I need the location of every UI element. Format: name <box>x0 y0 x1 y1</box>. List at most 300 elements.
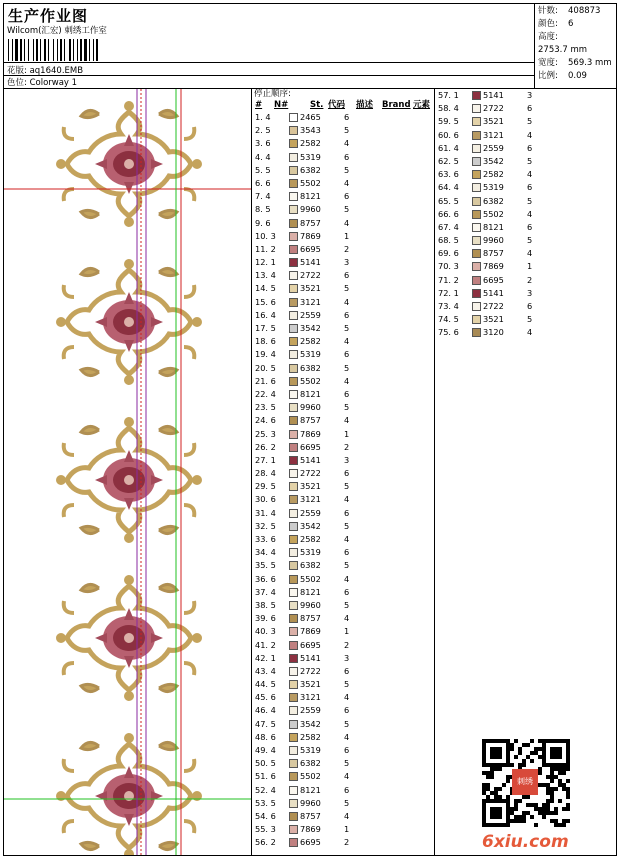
stop-sequence: 7. 4 <box>255 191 271 202</box>
color-swatch <box>289 284 298 293</box>
stop-sequence: 37. 4 <box>255 586 276 597</box>
color-swatch <box>289 311 298 320</box>
stop-sequence: 41. 2 <box>255 639 276 650</box>
thread-code: 9960 <box>300 797 321 808</box>
stop-row <box>252 665 434 678</box>
stop-sequence: 47. 5 <box>255 718 276 729</box>
color-swatch <box>289 561 298 570</box>
stop-sequence: 68. 5 <box>438 235 459 246</box>
color-swatch <box>472 315 481 324</box>
pattern-value: aq1640.EMB <box>29 66 84 76</box>
color-swatch <box>289 456 298 465</box>
stop-sequence: 13. 4 <box>255 270 276 281</box>
color-swatch <box>289 179 298 188</box>
element-count: 6 <box>344 665 350 676</box>
thread-code: 2465 <box>300 112 321 122</box>
stop-row <box>252 203 434 216</box>
thread-code: 6382 <box>300 362 321 373</box>
thread-code: 3521 <box>300 481 321 492</box>
thread-code: 6695 <box>300 837 321 848</box>
stop-row <box>252 243 434 256</box>
thread-code: 9960 <box>300 402 321 413</box>
thread-code: 3542 <box>300 323 321 333</box>
color-swatch <box>289 495 298 504</box>
thread-code: 6382 <box>300 560 321 571</box>
stop-sequence: 75. 6 <box>438 327 459 338</box>
element-count: 5 <box>527 116 533 127</box>
thread-code: 8121 <box>300 191 321 202</box>
stop-row <box>252 652 434 665</box>
color-swatch <box>289 245 298 254</box>
thread-code: 6382 <box>483 195 504 206</box>
stat-row <box>538 31 616 57</box>
header-panel <box>4 4 535 89</box>
page-title: 生产作业图 <box>8 7 89 25</box>
element-count: 1 <box>527 261 533 272</box>
stop-row <box>252 612 434 625</box>
element-count: 5 <box>527 155 533 166</box>
element-count: 4 <box>344 415 350 426</box>
element-count: 4 <box>344 692 350 703</box>
color-swatch <box>289 350 298 359</box>
thread-code: 3121 <box>300 494 321 505</box>
color-swatch <box>289 232 298 241</box>
color-swatch <box>289 641 298 650</box>
thread-code: 8121 <box>300 784 321 795</box>
stop-row <box>435 221 616 234</box>
element-count: 4 <box>344 810 350 821</box>
stop-row <box>435 326 616 339</box>
stop-row <box>252 151 434 164</box>
stop-sequence: 28. 4 <box>255 468 276 479</box>
element-count: 5 <box>344 718 350 729</box>
stat-row <box>538 70 616 83</box>
stop-sequence: 34. 4 <box>255 547 276 558</box>
stop-row <box>252 625 434 638</box>
color-swatch <box>289 430 298 439</box>
stop-sequence: 5. 5 <box>255 164 271 175</box>
element-count: 6 <box>344 388 350 399</box>
thread-code: 3542 <box>300 520 321 531</box>
color-swatch <box>289 786 298 795</box>
element-count: 5 <box>344 520 350 531</box>
stop-row <box>252 704 434 717</box>
thread-code: 3121 <box>300 692 321 703</box>
stop-row <box>252 296 434 309</box>
stop-sequence: 44. 5 <box>255 679 276 690</box>
thread-code: 5502 <box>300 375 321 386</box>
stop-row <box>252 718 434 731</box>
element-count: 6 <box>344 586 350 597</box>
color-swatch <box>289 403 298 412</box>
element-count: 3 <box>527 90 533 100</box>
stop-sequence: 50. 5 <box>255 758 276 769</box>
thread-code: 3521 <box>300 679 321 690</box>
stop-row <box>252 836 434 849</box>
stop-row <box>252 770 434 783</box>
stop-sequence: 65. 5 <box>438 195 459 206</box>
element-count: 6 <box>344 784 350 795</box>
element-count: 4 <box>344 771 350 782</box>
stop-row <box>252 533 434 546</box>
element-count: 6 <box>344 309 350 320</box>
stop-sequence: 19. 4 <box>255 349 276 360</box>
stop-sequence: 24. 6 <box>255 415 276 426</box>
thread-code: 6382 <box>300 164 321 175</box>
thread-code: 2582 <box>300 731 321 742</box>
stop-sequence: 31. 4 <box>255 507 276 518</box>
qr-stamp-logo: 刺绣 <box>512 769 538 795</box>
color-swatch <box>289 469 298 478</box>
color-swatch <box>289 166 298 175</box>
studio-subtitle: Wilcom(汇宏) 刺绣工作室 <box>7 26 107 36</box>
color-swatch <box>289 733 298 742</box>
color-swatch <box>289 825 298 834</box>
color-swatch <box>472 302 481 311</box>
color-swatch <box>289 126 298 135</box>
stop-sequence: 69. 6 <box>438 248 459 259</box>
element-count: 4 <box>344 573 350 584</box>
production-sheet <box>3 3 617 856</box>
element-count: 4 <box>344 534 350 544</box>
element-count: 4 <box>344 375 350 386</box>
stop-sequence: 3. 6 <box>255 138 271 149</box>
stop-sequence: 60. 6 <box>438 129 459 140</box>
element-count: 1 <box>344 824 350 835</box>
color-swatch <box>289 693 298 702</box>
stop-sequence: 6. 6 <box>255 177 271 188</box>
stop-row <box>435 247 616 260</box>
element-count: 6 <box>344 507 350 518</box>
col-n-header: N# <box>274 100 289 110</box>
pattern-label: 花版: <box>7 66 27 76</box>
col-num-header: # <box>255 100 263 110</box>
thread-code: 6382 <box>300 758 321 769</box>
divider <box>4 62 535 63</box>
thread-code: 6695 <box>483 274 504 285</box>
stop-row <box>252 639 434 652</box>
color-swatch <box>289 759 298 768</box>
element-count: 1 <box>344 626 350 637</box>
stop-row <box>252 217 434 230</box>
stop-row <box>252 731 434 744</box>
color-swatch <box>472 276 481 285</box>
color-swatch <box>289 654 298 663</box>
color-swatch <box>472 144 481 153</box>
stop-sequence: 63. 6 <box>438 169 459 180</box>
element-count: 6 <box>344 745 350 755</box>
color-swatch <box>472 262 481 271</box>
element-count: 1 <box>344 428 350 439</box>
element-count: 6 <box>344 112 350 122</box>
stop-sequence: 38. 5 <box>255 599 276 610</box>
color-swatch <box>289 509 298 518</box>
color-swatch <box>289 377 298 386</box>
stop-row <box>252 691 434 704</box>
element-count: 6 <box>527 301 533 311</box>
stop-row <box>252 111 434 124</box>
element-count: 4 <box>344 217 350 228</box>
stop-sequence: 10. 3 <box>255 230 276 241</box>
colorway-label: 色位: <box>7 78 27 88</box>
thread-code: 2582 <box>300 336 321 347</box>
color-swatch <box>289 548 298 557</box>
stop-row <box>252 480 434 493</box>
element-count: 5 <box>344 125 350 136</box>
element-count: 4 <box>344 494 350 505</box>
color-swatch <box>472 91 481 100</box>
stop-sequence: 35. 5 <box>255 560 276 571</box>
stop-row <box>435 168 616 181</box>
stop-sequence: 14. 5 <box>255 283 276 294</box>
color-swatch <box>472 197 481 206</box>
element-count: 6 <box>344 547 350 558</box>
thread-code: 8121 <box>483 221 504 232</box>
stop-sequence: 53. 5 <box>255 797 276 808</box>
stat-value: 2753.7 mm <box>538 45 588 55</box>
stop-row <box>252 177 434 190</box>
element-count: 1 <box>344 230 350 241</box>
color-swatch <box>289 482 298 491</box>
color-swatch <box>289 535 298 544</box>
thread-code: 6695 <box>300 243 321 254</box>
stop-sequence: 49. 4 <box>255 745 276 755</box>
stop-sequence: 73. 4 <box>438 301 459 311</box>
element-count: 4 <box>344 336 350 347</box>
thread-code: 3542 <box>483 155 504 166</box>
stop-row <box>435 287 616 300</box>
stop-sequence: 8. 5 <box>255 204 271 215</box>
stop-row <box>252 441 434 454</box>
thread-code: 2559 <box>300 705 321 716</box>
stop-sequence: 4. 4 <box>255 151 271 162</box>
element-count: 3 <box>344 257 350 268</box>
stop-row <box>252 414 434 427</box>
color-swatch <box>472 236 481 245</box>
stop-sequence: 21. 6 <box>255 375 276 386</box>
color-swatch <box>289 298 298 307</box>
element-count: 6 <box>344 468 350 479</box>
element-count: 6 <box>344 151 350 162</box>
element-count: 5 <box>344 481 350 492</box>
thread-code: 5319 <box>300 151 321 162</box>
thread-code: 7869 <box>300 824 321 835</box>
thread-code: 5141 <box>483 287 504 298</box>
stop-sequence: 40. 3 <box>255 626 276 637</box>
stop-row <box>252 823 434 836</box>
design-stats <box>535 4 616 89</box>
color-swatch <box>289 139 298 148</box>
thread-code: 8757 <box>300 217 321 228</box>
stop-sequence: 74. 5 <box>438 314 459 325</box>
stop-row <box>435 313 616 326</box>
color-swatch <box>472 104 481 113</box>
thread-code: 5319 <box>483 182 504 193</box>
thread-code: 2582 <box>483 169 504 180</box>
color-swatch <box>289 416 298 425</box>
element-count: 3 <box>527 287 533 298</box>
stop-sequence: 70. 3 <box>438 261 459 272</box>
element-count: 5 <box>527 195 533 206</box>
stop-row <box>252 467 434 480</box>
thread-code: 5319 <box>300 547 321 558</box>
stat-value: 408873 <box>568 6 601 16</box>
element-count: 2 <box>344 639 350 650</box>
element-count: 6 <box>527 103 533 114</box>
stop-row <box>252 810 434 823</box>
element-count: 5 <box>344 797 350 808</box>
element-count: 4 <box>344 177 350 188</box>
stop-sequence: 22. 4 <box>255 388 276 399</box>
stop-sequence: 9. 6 <box>255 217 271 228</box>
element-count: 6 <box>527 182 533 193</box>
thread-code: 5502 <box>300 771 321 782</box>
stop-row <box>252 124 434 137</box>
stop-sequence: 1. 4 <box>255 112 271 122</box>
stop-order-label: 停止顺序: <box>254 89 291 99</box>
color-swatch <box>472 249 481 258</box>
stop-row <box>252 375 434 388</box>
color-swatch <box>289 746 298 755</box>
thread-code: 8121 <box>300 586 321 597</box>
element-count: 4 <box>527 129 533 140</box>
stop-row <box>435 274 616 287</box>
color-swatch <box>289 588 298 597</box>
thread-code: 9960 <box>483 235 504 246</box>
stop-sequence: 30. 6 <box>255 494 276 505</box>
stop-sequence: 58. 4 <box>438 103 459 114</box>
stop-sequence: 51. 6 <box>255 771 276 782</box>
color-swatch <box>289 522 298 531</box>
stat-label: 针数: <box>538 6 558 16</box>
element-count: 4 <box>344 296 350 307</box>
thread-code: 7869 <box>483 261 504 272</box>
thread-code: 5502 <box>300 573 321 584</box>
color-swatch <box>289 680 298 689</box>
element-count: 5 <box>527 235 533 246</box>
color-swatch <box>289 271 298 280</box>
stop-row <box>252 757 434 770</box>
stop-sequence: 26. 2 <box>255 441 276 452</box>
color-swatch <box>289 192 298 201</box>
thread-code: 3121 <box>483 129 504 140</box>
element-count: 6 <box>344 191 350 202</box>
element-count: 4 <box>344 138 350 149</box>
stop-row <box>252 309 434 322</box>
embroidery-preview <box>4 89 252 855</box>
stop-row <box>435 142 616 155</box>
embroidery-design-image <box>4 89 251 855</box>
thread-code: 6695 <box>300 441 321 452</box>
stop-sequence: 67. 4 <box>438 221 459 232</box>
thread-code: 6695 <box>300 639 321 650</box>
color-swatch <box>289 258 298 267</box>
thread-code: 8757 <box>300 613 321 624</box>
stop-sequence: 17. 5 <box>255 323 276 333</box>
stop-sequence: 11. 2 <box>255 243 276 254</box>
element-count: 6 <box>527 221 533 232</box>
table-header <box>252 100 434 111</box>
stop-sequence: 25. 3 <box>255 428 276 439</box>
stop-sequence: 42. 1 <box>255 652 276 663</box>
stop-row <box>435 234 616 247</box>
color-swatch <box>289 575 298 584</box>
element-count: 5 <box>344 560 350 571</box>
thread-code: 3120 <box>483 327 504 338</box>
color-swatch <box>472 289 481 298</box>
stop-row <box>252 269 434 282</box>
stop-sequence: 16. 4 <box>255 309 276 320</box>
stop-sequence: 52. 4 <box>255 784 276 795</box>
element-count: 4 <box>344 613 350 624</box>
stop-row <box>252 454 434 467</box>
color-swatch <box>289 614 298 623</box>
element-count: 3 <box>344 652 350 663</box>
color-swatch <box>289 113 298 122</box>
stop-sequence: 72. 1 <box>438 287 459 298</box>
stat-row <box>538 18 616 31</box>
color-swatch <box>289 443 298 452</box>
stat-label: 高度: <box>538 32 558 42</box>
thread-code: 3521 <box>483 116 504 127</box>
thread-code: 2582 <box>300 138 321 149</box>
element-count: 4 <box>527 208 533 219</box>
color-swatch <box>289 219 298 228</box>
stop-row <box>252 322 434 335</box>
stop-row <box>252 573 434 586</box>
element-count: 5 <box>344 362 350 373</box>
stop-row <box>252 586 434 599</box>
thread-code: 2559 <box>300 507 321 518</box>
thread-code: 2722 <box>300 665 321 676</box>
color-swatch <box>289 153 298 162</box>
element-count: 5 <box>344 679 350 690</box>
stop-row <box>252 744 434 757</box>
color-swatch <box>289 667 298 676</box>
divider <box>4 75 535 76</box>
stop-list-1 <box>252 111 434 850</box>
stop-sequence: 15. 6 <box>255 296 276 307</box>
stop-row <box>252 428 434 441</box>
element-count: 4 <box>527 248 533 259</box>
thread-code: 3543 <box>300 125 321 136</box>
thread-code: 9960 <box>300 204 321 215</box>
stat-label: 宽度: <box>538 58 558 68</box>
thread-code: 3521 <box>300 283 321 294</box>
stop-sequence: 59. 5 <box>438 116 459 127</box>
stop-row <box>252 256 434 269</box>
stop-row <box>252 137 434 150</box>
color-swatch <box>472 170 481 179</box>
stop-row <box>435 195 616 208</box>
stop-row <box>435 115 616 128</box>
stop-row <box>252 797 434 810</box>
stop-order-column-1 <box>252 89 435 855</box>
thread-code: 5141 <box>300 454 321 465</box>
stat-value: 0.09 <box>568 71 587 81</box>
stop-row <box>252 190 434 203</box>
element-count: 2 <box>344 243 350 254</box>
thread-code: 2582 <box>300 534 321 544</box>
thread-code: 5319 <box>300 745 321 755</box>
color-swatch <box>289 337 298 346</box>
thread-code: 5141 <box>300 652 321 663</box>
thread-code: 5141 <box>483 90 504 100</box>
stop-row <box>252 559 434 572</box>
stop-row <box>252 546 434 559</box>
color-swatch <box>472 328 481 337</box>
color-swatch <box>472 223 481 232</box>
